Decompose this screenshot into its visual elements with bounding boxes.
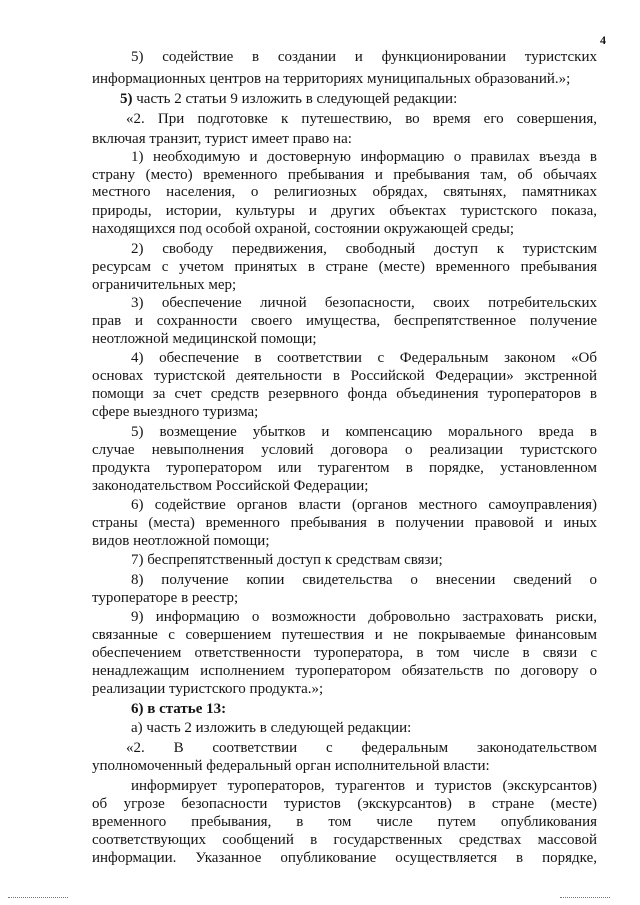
text-line: об угрозе безопасности туристов (экскурсантов) в стране (месте) bbox=[92, 796, 597, 812]
text-line: туроператоре в реестр; bbox=[92, 590, 239, 606]
text-line: информирует туроператоров, турагентов и туристов (экскурсантов) bbox=[131, 778, 597, 794]
text-line: помощи за счет средств резервного фонда объединения туроператоров в bbox=[92, 386, 597, 402]
scan-artifact bbox=[560, 897, 610, 898]
text-line: 9) информацию о возможности добровольно застраховать риски, bbox=[131, 609, 597, 625]
text-line: природы, истории, культуры и других объектах туристского показа, bbox=[92, 203, 597, 219]
text-line: 7) беспрепятственный доступ к средствам связи; bbox=[131, 552, 443, 568]
text-line: законодательством Российской Федерации; bbox=[92, 478, 369, 494]
scan-artifact bbox=[8, 897, 68, 898]
text-line: соответствующих сообщений в государственных средствах массовой bbox=[92, 832, 597, 848]
text-line: страны (места) временного пребывания в получении правовой и иных bbox=[92, 515, 597, 531]
text-line: уполномоченный федеральный орган исполнительной власти: bbox=[92, 758, 490, 774]
text-line: ограничительных мер; bbox=[92, 277, 237, 293]
text-line: неотложной медицинской помощи; bbox=[92, 331, 317, 347]
text-line: а) часть 2 изложить в следующей редакции: bbox=[131, 720, 412, 736]
text-line: включая транзит, турист имеет право на: bbox=[92, 131, 352, 147]
text-line: 4) обеспечение в соответствии с Федеральным законом «Об bbox=[131, 350, 597, 366]
text-line: ресурсам с учетом принятых в стране (месте) временного пребывания bbox=[92, 259, 597, 275]
text-line: сфере выездного туризма; bbox=[92, 404, 259, 420]
text-line: 5) возмещение убытков и компенсацию морального вреда в bbox=[131, 424, 597, 440]
text-line: видов неотложной помощи; bbox=[92, 533, 270, 549]
text-line: прав и сохранности своего имущества, беспрепятственное получение bbox=[92, 313, 597, 329]
text-line: 2) свободу передвижения, свободный доступ к туристским bbox=[131, 241, 597, 257]
text-line: местного населения, о религиозных обрядах, святынях, памятниках bbox=[92, 184, 597, 200]
text-line: информационных центров на территориях муниципальных образований.»; bbox=[92, 71, 571, 87]
text-line: 6) содействие органов власти (органов местного самоуправления) bbox=[131, 497, 597, 513]
text-line: временного пребывания, в том числе путем опубликования bbox=[92, 814, 597, 830]
text-line: продукта туроператором или турагентом в порядке, установленном bbox=[92, 460, 597, 476]
text-line: 8) получение копии свидетельства о внесении сведений о bbox=[131, 572, 597, 588]
page-number: 4 bbox=[600, 33, 606, 47]
text-line: реализации туристского продукта.»; bbox=[92, 681, 324, 697]
text-line: 5) содействие в создании и функционировании туристских bbox=[131, 49, 597, 65]
text-line: 3) обеспечение личной безопасности, своих потребительских bbox=[131, 295, 597, 311]
text-line: «2. При подготовке к путешествию, во время его совершения, bbox=[126, 111, 597, 127]
text-line: информации. Указанное опубликование осуществляется в порядке, bbox=[92, 850, 597, 866]
text-line: 5) часть 2 статьи 9 изложить в следующей редакции: bbox=[120, 91, 458, 107]
text-line: страну (место) временного пребывания и пребывания там, об обычаях bbox=[92, 167, 597, 183]
text-line: ненадлежащим исполнением туроператором обязательств по договору о bbox=[92, 663, 597, 679]
text-line: случае невыполнения условий договора о реализации туристского bbox=[92, 442, 597, 458]
text-line: 1) необходимую и достоверную информацию о правилах въезда в bbox=[131, 149, 597, 165]
text-line: «2. В соответствии с федеральным законодательством bbox=[126, 740, 597, 756]
text-line: связанные с совершением путешествия и не покрываемые финансовым bbox=[92, 627, 597, 643]
text-line: 6) в статье 13: bbox=[131, 701, 227, 717]
text-line: основах туристской деятельности в Российской Федерации» экстренной bbox=[92, 368, 597, 384]
text-line: обеспечением ответственности туроператора, в том числе в связи с bbox=[92, 645, 597, 661]
text-line: находящихся под особой охраной, состоянии окружающей среды; bbox=[92, 221, 515, 237]
